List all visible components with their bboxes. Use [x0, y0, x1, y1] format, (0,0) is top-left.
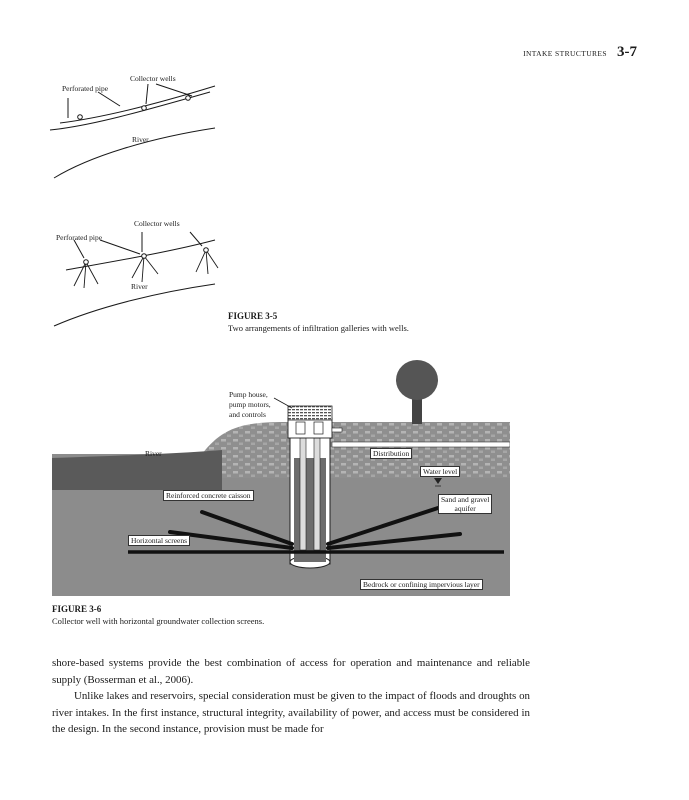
distribution-pipe [332, 442, 510, 447]
label-controls: and controls [229, 410, 266, 419]
label-bedrock: Bedrock or confining impervious layer [360, 579, 483, 590]
collector-well-marker [78, 115, 83, 120]
label-perforated-pipe: Perforated pipe [56, 233, 103, 242]
collector-well-marker [142, 106, 147, 111]
figure-3-5-bottom-diagram [40, 212, 240, 334]
figure-3-6-title: FIGURE 3-6 [52, 604, 102, 614]
page-number: 3-7 [617, 44, 637, 60]
label-water-level: Water level [420, 466, 460, 477]
collector-well-marker [204, 248, 209, 253]
label-horizontal-screens: Horizontal screens [128, 535, 190, 546]
label-distribution: Distribution [370, 448, 412, 459]
running-head [523, 44, 637, 61]
label-aquifer [438, 494, 492, 514]
label-river: River [131, 282, 148, 291]
label-collector-wells: Collector wells [134, 219, 180, 228]
running-head-title: INTAKE STRUCTURES [523, 49, 607, 58]
label-pump-house: Pump house, [229, 390, 268, 399]
figure-3-6-caption: Collector well with horizontal groundwater collection screens. [52, 616, 265, 626]
soil-surface [202, 422, 510, 478]
label-aquifer-line1: Sand and gravel [441, 495, 490, 504]
label-river: River [145, 449, 162, 458]
label-caisson: Reinforced concrete caisson [163, 490, 254, 501]
body-text [52, 655, 530, 738]
label-aquifer-line2: aquifer [454, 504, 476, 513]
label-collector-wells: Collector wells [130, 74, 176, 83]
figure-3-5-title: FIGURE 3-5 [228, 311, 278, 321]
paragraph: Unlike lakes and reservoirs, special consideration must be given to the impact of floods and droughts on river intakes. In the first instance, structural integrity, availability of power, and access must be considered in the design. In the second instance, provision must be made for [52, 690, 530, 736]
label-pump-motors: pump motors, [229, 400, 271, 409]
collector-well-marker [84, 260, 89, 265]
label-perforated-pipe: Perforated pipe [62, 84, 109, 93]
pump-house [288, 418, 332, 438]
paragraph: shore-based systems provide the best combination of access for operation and maintenance and reliable supply (Bosserman et al., 2006). [52, 657, 530, 686]
figure-3-5-caption: Two arrangements of infiltration galleries with wells. [228, 323, 409, 333]
collector-well-marker [142, 254, 147, 259]
tree-icon [396, 360, 438, 424]
label-river: River [132, 135, 149, 144]
figure-3-6-diagram [52, 358, 510, 596]
collector-well-marker [186, 96, 191, 101]
